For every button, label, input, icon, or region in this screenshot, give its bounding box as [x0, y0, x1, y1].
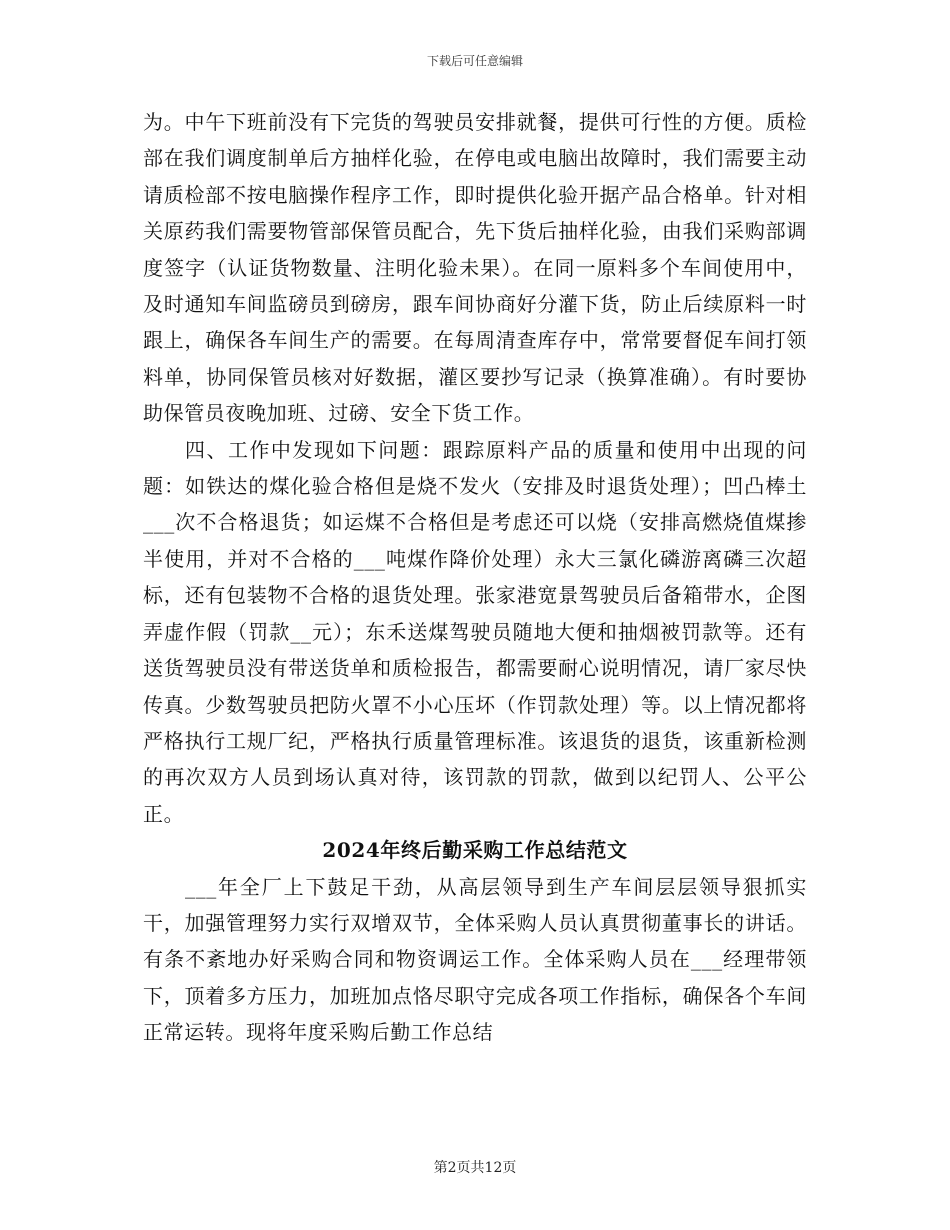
- paragraph-summary-intro: ___年全厂上下鼓足干劲，从高层领导到生产车间层层领导狠抓实干，加强管理努力实行双增双节，全体采购人员认真贯彻董事长的讲话。有条不紊地办好采购合同和物资调运工作。全体采购人员在___经理带领下，顶着多方压力，加班加点恪尽职守完成各项工作指标，确保各个车间正常运转。现将年度采购后勤工作总结: [143, 874, 807, 1045]
- page-number: 第2页共12页: [433, 1160, 517, 1176]
- document-body: [143, 104, 807, 1051]
- header-note: 下载后可任意编辑: [426, 54, 523, 68]
- paragraph-issues: 四、工作中发现如下问题：跟踪原料产品的质量和使用中出现的问题：如铁达的煤化验合格但是烧不发火（安排及时退货处理）；凹凸棒土___次不合格退货；如运煤不合格但是考虑还可以烧（安排高燃烧值煤掺半使用，并对不合格的___吨煤作降价处理）永大三氯化磷游离磷三次超标，还有包装物不合格的退货处理。张家港宽景驾驶员后备箱带水，企图弄虚作假（罚款__元）；东禾送煤驾驶员随地大便和抽烟被罚款等。还有送货驾驶员没有带送货单和质检报告，都需要耐心说明情况，请厂家尽快传真。少数驾驶员把防火罩不小心压坏（作罚款处理）等。以上情况都将严格执行工规厂纪，严格执行质量管理标准。该退货的退货，该重新检测的再次双方人员到场认真对待，该罚款的罚款，做到以纪罚人、公平公正。: [143, 437, 807, 826]
- paragraph-continuation: 为。中午下班前没有下完货的驾驶员安排就餐，提供可行性的方便。质检部在我们调度制单后方抽样化验，在停电或电脑出故障时，我们需要主动请质检部不按电脑操作程序工作，即时提供化验开据产品合格单。针对相关原药我们需要物管部保管员配合，先下货后抽样化验，由我们采购部调度签字（认证货物数量、注明化验未果）。在同一原料多个车间使用中，及时通知车间监磅员到磅房，跟车间协商好分灌下货，防止后续原料一时跟上，确保各车间生产的需要。在每周清查库存中，常常要督促车间打领料单，协同保管员核对好数据，灌区要抄写记录（换算准确）。有时要协助保管员夜晚加班、过磅、安全下货工作。: [143, 110, 807, 426]
- section-title: 2024年终后勤采购工作总结范文: [322, 838, 628, 863]
